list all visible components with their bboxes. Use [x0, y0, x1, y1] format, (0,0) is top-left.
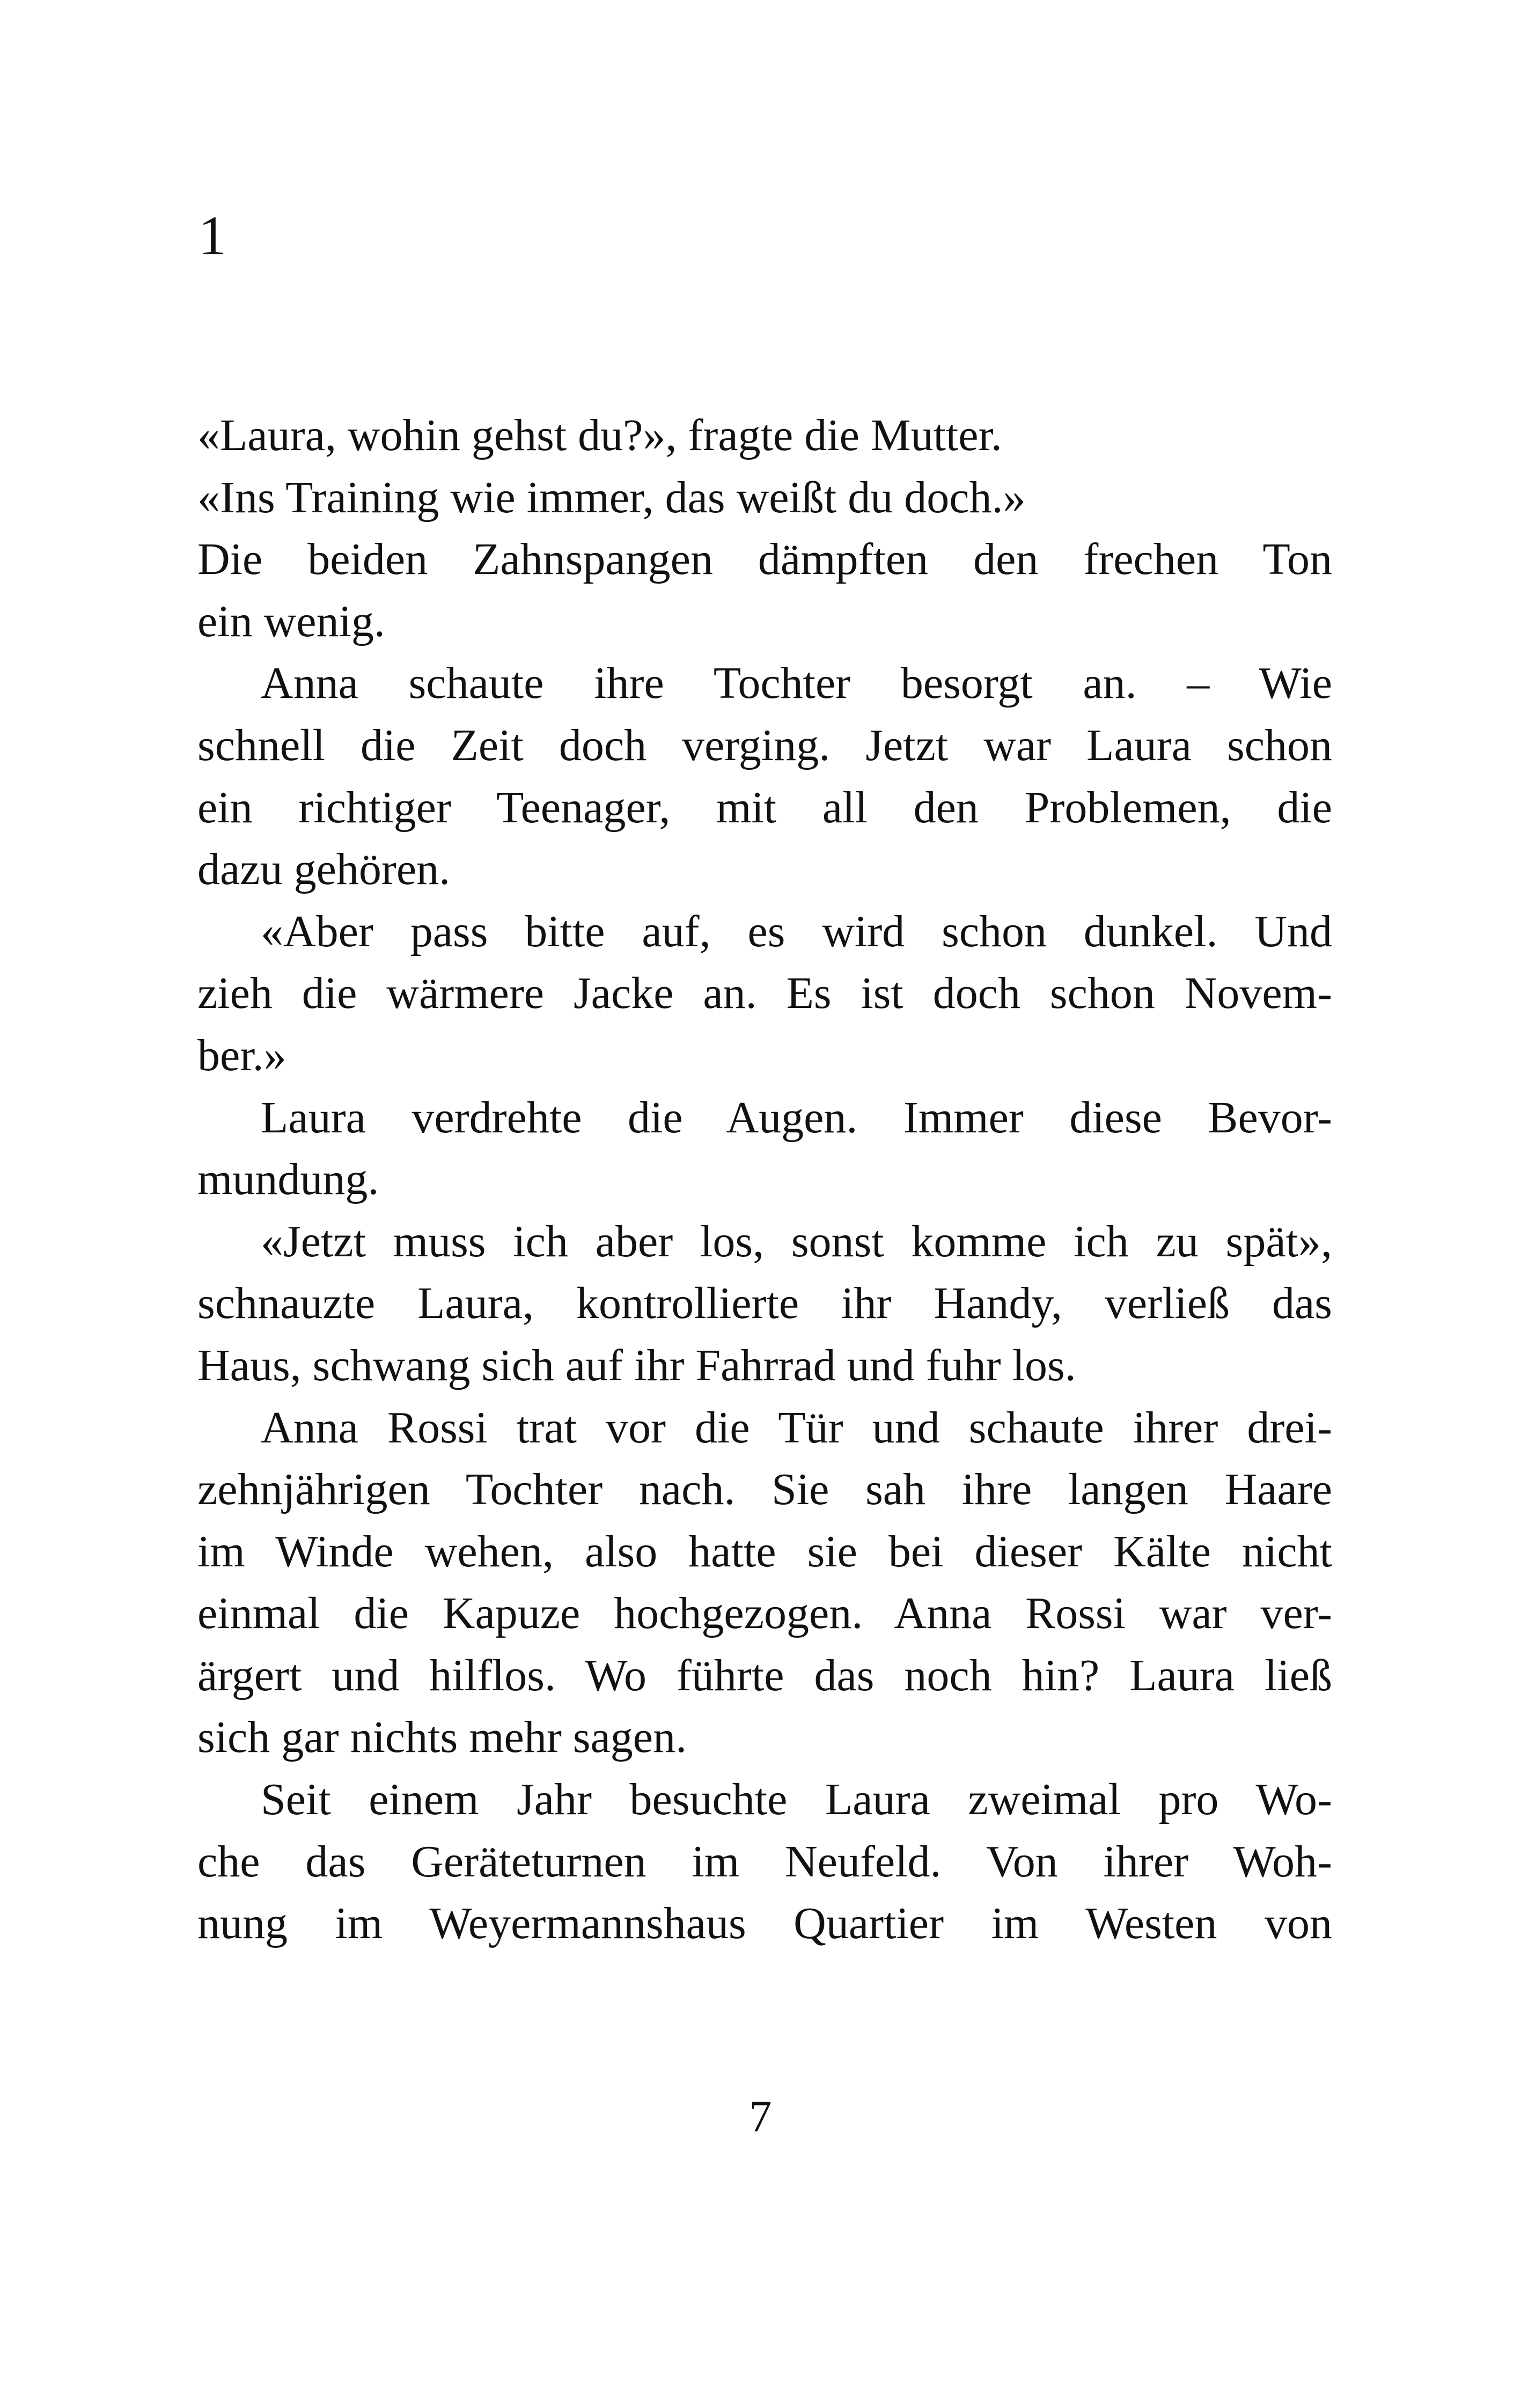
text-line: ber.» — [197, 1030, 286, 1080]
text-line: «Laura, wohin gehst du?», fragte die Mutter. — [197, 410, 1002, 460]
text-line: schnell die Zeit doch verging. Jetzt war Laura schon — [197, 720, 1332, 770]
text-line: Seit einem Jahr besuchte Laura zweimal pro Wo- — [261, 1774, 1332, 1825]
text-line: «Jetzt muss ich aber los, sonst komme ich zu spät», — [261, 1216, 1332, 1266]
text-line: che das Geräteturnen im Neufeld. Von ihrer Woh- — [197, 1836, 1332, 1887]
text-line: «Ins Training wie immer, das weißt du doch.» — [197, 472, 1026, 522]
text-line: Anna Rossi trat vor die Tür und schaute ihrer drei- — [261, 1402, 1332, 1453]
text-line: dazu gehören. — [197, 844, 451, 895]
text-line: zehnjährigen Tochter nach. Sie sah ihre langen Haare — [197, 1464, 1332, 1515]
text-line: einmal die Kapuze hochgezogen. Anna Rossi war ver- — [197, 1588, 1332, 1639]
text-line: ein wenig. — [197, 596, 385, 646]
text-line: Haus, schwang sich auf ihr Fahrrad und fuhr los. — [197, 1340, 1076, 1390]
text-line: «Aber pass bitte auf, es wird schon dunkel. Und — [261, 906, 1332, 956]
chapter-number: 1 — [199, 205, 226, 267]
text-line: Die beiden Zahnspangen dämpften den frechen Ton — [197, 534, 1332, 585]
text-line: sich gar nichts mehr sagen. — [197, 1712, 687, 1763]
page-number: 7 — [749, 2092, 772, 2141]
text-line: ein richtiger Teenager, mit all den Problemen, die — [197, 782, 1332, 833]
text-line: Laura verdrehte die Augen. Immer diese Bevor- — [261, 1092, 1332, 1143]
text-line: Anna schaute ihre Tochter besorgt an. – Wie — [261, 658, 1332, 709]
text-line: nung im Weyermannshaus Quartier im Westen von — [197, 1898, 1332, 1949]
text-line: mundung. — [197, 1154, 379, 1205]
text-line: schnauzte Laura, kontrollierte ihr Handy, verließ das — [197, 1278, 1332, 1329]
text-line: im Winde wehen, also hatte sie bei dieser Kälte nicht — [197, 1526, 1332, 1577]
text-line: zieh die wärmere Jacke an. Es ist doch schon Novem- — [197, 968, 1332, 1019]
body-text — [197, 404, 1332, 1955]
text-line: ärgert und hilflos. Wo führte das noch hin? Laura ließ — [197, 1650, 1332, 1700]
